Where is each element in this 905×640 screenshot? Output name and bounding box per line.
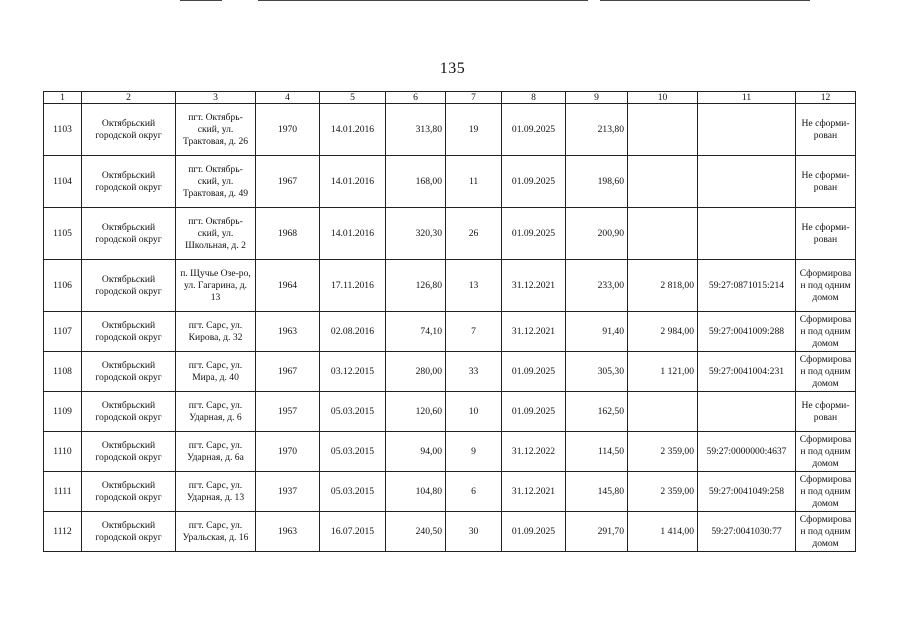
municipality-cell: Октябрьский городской округ: [82, 260, 176, 312]
year-cell: 1937: [256, 472, 320, 512]
status-cell: Сформирован под одним домом: [796, 312, 856, 352]
cost-cell: 145,80: [566, 472, 628, 512]
table-row: [44, 392, 856, 432]
table-header: [44, 92, 856, 104]
date-cell: 14.01.2016: [320, 104, 386, 156]
area-cell: 168,00: [386, 156, 446, 208]
municipality-cell: Октябрьский городской округ: [82, 352, 176, 392]
address-cell: пгт. Октябрь-ский, ул. Трактовая, д. 26: [176, 104, 256, 156]
value-cell: [628, 208, 698, 260]
status-cell: Не сформи-рован: [796, 104, 856, 156]
status-cell: Сформирован под одним домом: [796, 352, 856, 392]
row-id-cell: 1109: [44, 392, 82, 432]
year-cell: 1963: [256, 312, 320, 352]
column-header: 1: [44, 92, 82, 104]
cadastral-number-cell: 59:27:0041030:77: [698, 512, 796, 552]
area-cell: 126,80: [386, 260, 446, 312]
row-id-cell: 1110: [44, 432, 82, 472]
column-header: 8: [502, 92, 566, 104]
residents-cell: 7: [446, 312, 502, 352]
address-cell: пгт. Сарс, ул. Кирова, д. 32: [176, 312, 256, 352]
page-number: 135: [439, 60, 466, 77]
date-cell: 05.03.2015: [320, 472, 386, 512]
cadastral-number-cell: 59:27:0000000:4637: [698, 432, 796, 472]
area-cell: 94,00: [386, 432, 446, 472]
area-cell: 120,60: [386, 392, 446, 432]
municipality-cell: Октябрьский городской округ: [82, 208, 176, 260]
column-number-row: [44, 92, 856, 104]
area-cell: 280,00: [386, 352, 446, 392]
table-row: [44, 156, 856, 208]
residents-cell: 30: [446, 512, 502, 552]
residents-cell: 10: [446, 392, 502, 432]
cost-cell: 213,80: [566, 104, 628, 156]
residents-cell: 9: [446, 432, 502, 472]
table-row: [44, 432, 856, 472]
municipality-cell: Октябрьский городской округ: [82, 392, 176, 432]
date-cell: 16.07.2015: [320, 512, 386, 552]
date-cell: 17.11.2016: [320, 260, 386, 312]
row-id-cell: 1107: [44, 312, 82, 352]
cost-cell: 91,40: [566, 312, 628, 352]
housing-registry-table: [43, 91, 856, 552]
date-cell: 05.03.2015: [320, 392, 386, 432]
cadastral-number-cell: 59:27:0871015:214: [698, 260, 796, 312]
area-cell: 320,30: [386, 208, 446, 260]
status-cell: Не сформи-рован: [796, 208, 856, 260]
residents-cell: 19: [446, 104, 502, 156]
address-cell: пгт. Сарс, ул. Мира, д. 40: [176, 352, 256, 392]
table-row: [44, 260, 856, 312]
cost-cell: 114,50: [566, 432, 628, 472]
cost-cell: 233,00: [566, 260, 628, 312]
cost-cell: 305,30: [566, 352, 628, 392]
area-cell: 74,10: [386, 312, 446, 352]
date-cell: 01.09.2025: [502, 392, 566, 432]
date-cell: 31.12.2021: [502, 472, 566, 512]
row-id-cell: 1106: [44, 260, 82, 312]
date-cell: 02.08.2016: [320, 312, 386, 352]
status-cell: Не сформи-рован: [796, 156, 856, 208]
cadastral-number-cell: 59:27:0041004:231: [698, 352, 796, 392]
column-header: 12: [796, 92, 856, 104]
address-cell: пгт. Сарс, ул. Ударная, д. 13: [176, 472, 256, 512]
column-header: 9: [566, 92, 628, 104]
year-cell: 1968: [256, 208, 320, 260]
table-row: [44, 312, 856, 352]
top-rule-middle: [258, 0, 588, 1]
value-cell: [628, 104, 698, 156]
cadastral-number-cell: [698, 104, 796, 156]
date-cell: 01.09.2025: [502, 156, 566, 208]
table-row: [44, 208, 856, 260]
cadastral-number-cell: [698, 156, 796, 208]
residents-cell: 33: [446, 352, 502, 392]
date-cell: 31.12.2022: [502, 432, 566, 472]
value-cell: 2 984,00: [628, 312, 698, 352]
row-id-cell: 1112: [44, 512, 82, 552]
address-cell: пгт. Октябрь-ский, ул. Школьная, д. 2: [176, 208, 256, 260]
year-cell: 1970: [256, 432, 320, 472]
residents-cell: 11: [446, 156, 502, 208]
municipality-cell: Октябрьский городской округ: [82, 472, 176, 512]
table-row: [44, 512, 856, 552]
municipality-cell: Октябрьский городской округ: [82, 104, 176, 156]
value-cell: 2 818,00: [628, 260, 698, 312]
area-cell: 240,50: [386, 512, 446, 552]
date-cell: 05.03.2015: [320, 432, 386, 472]
municipality-cell: Октябрьский городской округ: [82, 432, 176, 472]
municipality-cell: Октябрьский городской округ: [82, 312, 176, 352]
value-cell: 2 359,00: [628, 472, 698, 512]
address-cell: пгт. Сарс, ул. Ударная, д. 6: [176, 392, 256, 432]
row-id-cell: 1108: [44, 352, 82, 392]
municipality-cell: Октябрьский городской округ: [82, 512, 176, 552]
residents-cell: 26: [446, 208, 502, 260]
address-cell: пгт. Октябрь-ский, ул. Трактовая, д. 49: [176, 156, 256, 208]
date-cell: 31.12.2021: [502, 312, 566, 352]
column-header: 10: [628, 92, 698, 104]
year-cell: 1967: [256, 156, 320, 208]
row-id-cell: 1103: [44, 104, 82, 156]
status-cell: Сформирован под одним домом: [796, 512, 856, 552]
column-header: 2: [82, 92, 176, 104]
date-cell: 14.01.2016: [320, 156, 386, 208]
date-cell: 01.09.2025: [502, 512, 566, 552]
value-cell: 2 359,00: [628, 432, 698, 472]
value-cell: 1 414,00: [628, 512, 698, 552]
value-cell: [628, 392, 698, 432]
status-cell: Сформирован под одним домом: [796, 432, 856, 472]
status-cell: Не сформи-рован: [796, 392, 856, 432]
cadastral-number-cell: 59:27:0041049:258: [698, 472, 796, 512]
year-cell: 1964: [256, 260, 320, 312]
top-rule-right: [600, 0, 810, 1]
row-id-cell: 1105: [44, 208, 82, 260]
row-id-cell: 1111: [44, 472, 82, 512]
column-header: 5: [320, 92, 386, 104]
date-cell: 01.09.2025: [502, 208, 566, 260]
date-cell: 01.09.2025: [502, 352, 566, 392]
address-cell: пгт. Сарс, ул. Ударная, д. 6а: [176, 432, 256, 472]
column-header: 11: [698, 92, 796, 104]
area-cell: 104,80: [386, 472, 446, 512]
cadastral-number-cell: [698, 208, 796, 260]
cost-cell: 162,50: [566, 392, 628, 432]
top-rule-left: [180, 0, 222, 1]
municipality-cell: Октябрьский городской округ: [82, 156, 176, 208]
status-cell: Сформирован под одним домом: [796, 472, 856, 512]
date-cell: 03.12.2015: [320, 352, 386, 392]
area-cell: 313,80: [386, 104, 446, 156]
residents-cell: 6: [446, 472, 502, 512]
year-cell: 1963: [256, 512, 320, 552]
value-cell: [628, 156, 698, 208]
table-row: [44, 352, 856, 392]
date-cell: 31.12.2021: [502, 260, 566, 312]
residents-cell: 13: [446, 260, 502, 312]
table-body: [44, 104, 856, 552]
address-cell: п. Щучье Озе-ро, ул. Гагарина, д. 13: [176, 260, 256, 312]
column-header: 4: [256, 92, 320, 104]
value-cell: 1 121,00: [628, 352, 698, 392]
year-cell: 1957: [256, 392, 320, 432]
table-row: [44, 104, 856, 156]
cadastral-number-cell: [698, 392, 796, 432]
cost-cell: 200,90: [566, 208, 628, 260]
column-header: 6: [386, 92, 446, 104]
cost-cell: 198,60: [566, 156, 628, 208]
cadastral-number-cell: 59:27:0041009:288: [698, 312, 796, 352]
column-header: 7: [446, 92, 502, 104]
row-id-cell: 1104: [44, 156, 82, 208]
column-header: 3: [176, 92, 256, 104]
date-cell: 01.09.2025: [502, 104, 566, 156]
year-cell: 1970: [256, 104, 320, 156]
address-cell: пгт. Сарс, ул. Уральская, д. 16: [176, 512, 256, 552]
date-cell: 14.01.2016: [320, 208, 386, 260]
table-row: [44, 472, 856, 512]
cost-cell: 291,70: [566, 512, 628, 552]
status-cell: Сформирован под одним домом: [796, 260, 856, 312]
year-cell: 1967: [256, 352, 320, 392]
